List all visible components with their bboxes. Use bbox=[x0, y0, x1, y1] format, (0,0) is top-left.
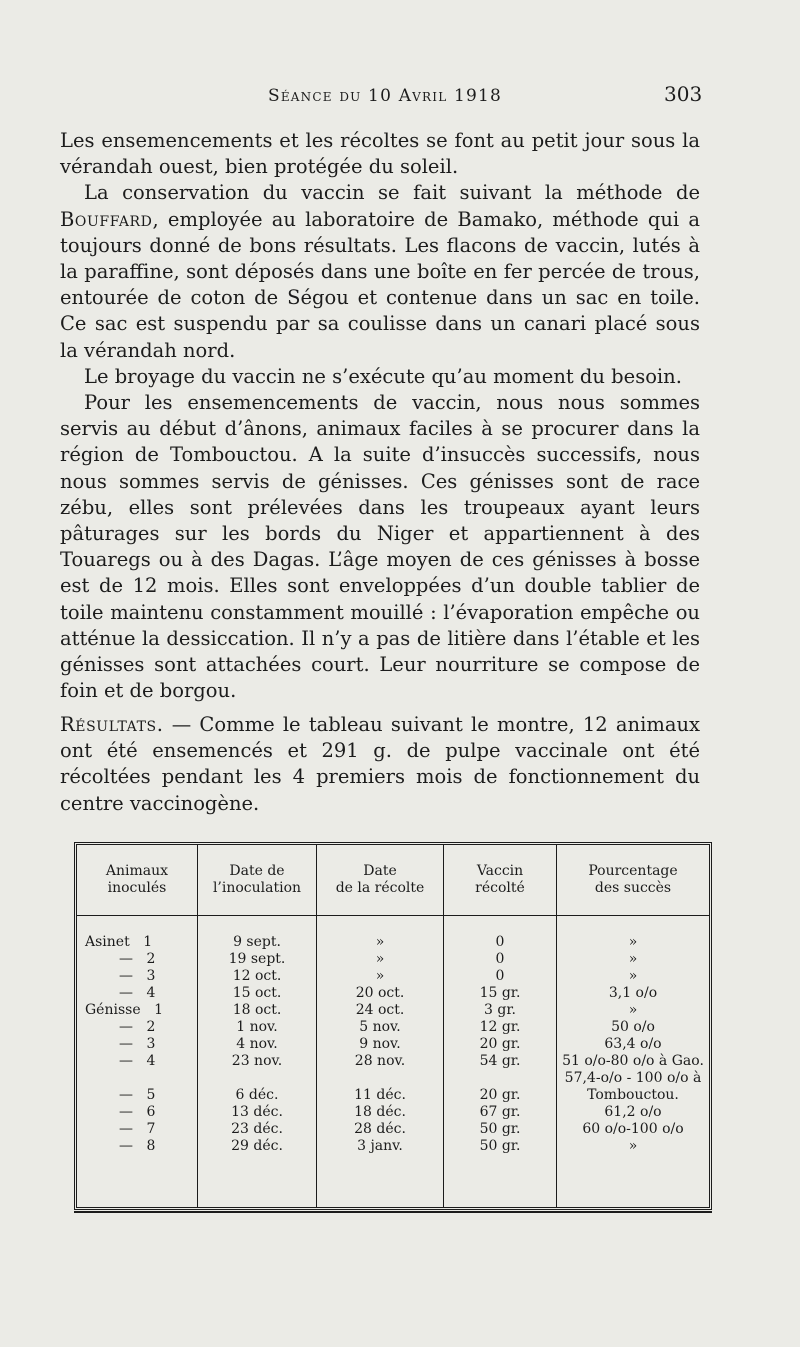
header-success-line2: des succès bbox=[594, 880, 672, 896]
animal-cell bbox=[81, 985, 193, 1002]
animal-name: — bbox=[119, 1053, 133, 1069]
animal-name: — bbox=[119, 1036, 133, 1052]
animal-name: — bbox=[119, 1087, 133, 1103]
animal-cell bbox=[81, 1036, 193, 1053]
vaccine-amount-cell: 3 gr. bbox=[484, 1002, 516, 1018]
header-vaccine-line1: Vaccin bbox=[476, 863, 524, 879]
animal-name: — bbox=[119, 1104, 133, 1120]
animal-name: — bbox=[119, 985, 133, 1001]
animal-cell bbox=[81, 968, 193, 985]
author-name: Bouffard bbox=[60, 207, 153, 231]
paragraph-conservation bbox=[60, 180, 700, 363]
animal-number: 5 bbox=[146, 1087, 156, 1103]
animal-cell bbox=[81, 1104, 193, 1121]
paragraph-conservation-rest: , employée au laboratoire de Bamako, méthode qui a toujours donné de bons résultats. Les flacons de vaccin, lutés à la paraffine, sont déposés dans une boîte en fer percée de trous, entourée de coton de Ségou et contenue dans un sac en toile. Ce sac est suspendu par sa coulisse dans un canari placé sous la vérandah nord. bbox=[60, 207, 700, 362]
inoculation-date-cell bbox=[202, 1070, 312, 1087]
inoculation-date-cell: 18 oct. bbox=[232, 1002, 282, 1018]
header-vaccine bbox=[444, 845, 557, 916]
harvest-date-cell: 20 oct. bbox=[355, 985, 405, 1001]
header-inoculation-line2: l’inoculation bbox=[212, 880, 302, 896]
inoculation-date-cell: 15 oct. bbox=[232, 985, 282, 1001]
animal-number: 4 bbox=[146, 1053, 156, 1069]
results-table bbox=[74, 842, 712, 1210]
column-success bbox=[557, 916, 710, 1208]
animal-cell bbox=[81, 1070, 193, 1087]
header-vaccine-line2: récolté bbox=[475, 880, 525, 896]
animal-number: 3 bbox=[146, 1036, 156, 1052]
header-inoculation bbox=[198, 845, 317, 916]
animal-name: — bbox=[119, 1121, 133, 1137]
success-rate-cell: 61,2 o/o bbox=[604, 1104, 662, 1120]
inoculation-date-cell: 23 déc. bbox=[231, 1121, 283, 1137]
animal-number: 7 bbox=[146, 1121, 156, 1137]
success-rate-cell: 51 o/o-80 o/o à Gao. bbox=[562, 1053, 704, 1069]
vaccine-amount-cell: 12 gr. bbox=[479, 1019, 521, 1035]
harvest-date-cell: » bbox=[375, 934, 385, 950]
animal-name: — bbox=[119, 1138, 133, 1154]
success-rate-cell: » bbox=[628, 934, 638, 950]
vaccine-amount-cell: 0 bbox=[495, 968, 505, 984]
inoculation-date-cell: 23 nov. bbox=[231, 1053, 283, 1069]
animal-cell bbox=[81, 934, 193, 951]
inoculation-date-cell: 12 oct. bbox=[232, 968, 282, 984]
animal-number: 6 bbox=[146, 1104, 156, 1120]
running-head: Séance du 10 Avril 1918 bbox=[268, 86, 503, 106]
animal-name: — bbox=[119, 968, 133, 984]
success-rate-cell: » bbox=[628, 951, 638, 967]
animal-number: 4 bbox=[146, 985, 156, 1001]
header-harvest-line2: de la récolte bbox=[335, 880, 425, 896]
column-animals bbox=[77, 916, 198, 1208]
results-text: — Comme le tableau suivant le montre, 12 animaux ont été ensemencés et 291 g. de pulpe vaccinale ont été récoltées pendant les 4 premiers mois de fonctionnement du centre vaccinogène. bbox=[60, 713, 700, 815]
vaccine-amount-cell: 20 gr. bbox=[479, 1087, 521, 1103]
header-animals-line1: Animaux bbox=[105, 863, 169, 879]
animal-cell bbox=[81, 1138, 193, 1155]
animal-cell bbox=[81, 951, 193, 968]
results-label: Résultats. bbox=[60, 713, 164, 736]
paragraph-ensemencements-vaccin: Pour les ensemencements de vaccin, nous nous sommes servis au début d’ânons, animaux faciles à se procurer dans la région de Tombouctou. A la suite d’insuccès successifs, nous nous sommes servis de génisses. Ces génisses sont de race zébu, elles sont prélevées dans les troupeaux ayant leurs pâturages sur les bords du Niger et appartiennent à des Touaregs ou à des Dagas. L’âge moyen de ces génisses à bosse est de 12 mois. Elles sont enveloppées d’un double tablier de toile maintenu constamment mouillé : l’évaporation empêche ou atténue la dessiccation. Il n’y a pas de litière dans l’étable et les génisses sont attachées court. Leur nourriture se compose de foin et de borgou. bbox=[60, 391, 700, 703]
vaccine-amount-cell: 20 gr. bbox=[479, 1036, 521, 1052]
harvest-date-cell: 18 déc. bbox=[354, 1104, 406, 1120]
success-rate-cell: » bbox=[628, 1138, 638, 1154]
paragraph-broyage: Le broyage du vaccin ne s’exécute qu’au moment du besoin. bbox=[84, 364, 682, 388]
success-rate-cell: 57,4-o/o - 100 o/o à bbox=[564, 1070, 702, 1086]
success-rate-cell: 63,4 o/o bbox=[604, 1036, 662, 1052]
vaccine-amount-cell: 67 gr. bbox=[479, 1104, 521, 1120]
inoculation-date-cell: 4 nov. bbox=[236, 1036, 278, 1052]
success-rate-cell: 3,1 o/o bbox=[608, 985, 658, 1001]
animal-number: 2 bbox=[146, 1019, 156, 1035]
animal-cell bbox=[81, 1121, 193, 1138]
vaccine-amount-cell: 15 gr. bbox=[479, 985, 521, 1001]
header-animals-line2: inoculés bbox=[107, 880, 167, 896]
page-number: 303 bbox=[664, 82, 703, 106]
body-text bbox=[60, 128, 700, 704]
header-success bbox=[557, 845, 710, 916]
vaccine-amount-cell: 0 bbox=[495, 951, 505, 967]
inoculation-date-cell: 1 nov. bbox=[236, 1019, 278, 1035]
animal-name: Asinet bbox=[85, 934, 130, 950]
harvest-date-cell: 11 déc. bbox=[354, 1087, 406, 1103]
inoculation-date-cell: 13 déc. bbox=[231, 1104, 283, 1120]
harvest-date-cell: 28 nov. bbox=[354, 1053, 406, 1069]
vaccine-amount-cell bbox=[448, 1070, 552, 1087]
inoculation-date-cell: 29 déc. bbox=[231, 1138, 283, 1154]
animal-name: — bbox=[119, 951, 133, 967]
success-rate-cell: 60 o/o-100 o/o bbox=[582, 1121, 684, 1137]
animal-number: 8 bbox=[146, 1138, 156, 1154]
header-inoculation-line1: Date de bbox=[229, 863, 285, 879]
animal-number: 1 bbox=[143, 934, 153, 950]
animal-name: — bbox=[119, 1019, 133, 1035]
header-animals bbox=[77, 845, 198, 916]
success-rate-cell: » bbox=[628, 968, 638, 984]
results-paragraph bbox=[60, 712, 700, 817]
header-success-line1: Pourcentage bbox=[588, 863, 678, 879]
inoculation-date-cell: 19 sept. bbox=[228, 951, 286, 967]
vaccine-amount-cell: 50 gr. bbox=[479, 1138, 521, 1154]
animal-cell bbox=[81, 1087, 193, 1104]
harvest-date-cell: 5 nov. bbox=[359, 1019, 401, 1035]
paragraph-conservation-start: La conservation du vaccin se fait suivant la méthode de bbox=[84, 181, 700, 205]
harvest-date-cell bbox=[321, 1070, 439, 1087]
vaccine-amount-cell: 54 gr. bbox=[479, 1053, 521, 1069]
header-harvest bbox=[317, 845, 444, 916]
harvest-date-cell: » bbox=[375, 968, 385, 984]
vaccine-amount-cell: 50 gr. bbox=[479, 1121, 521, 1137]
inoculation-date-cell: 6 déc. bbox=[235, 1087, 279, 1103]
success-rate-cell: Tombouctou. bbox=[587, 1087, 679, 1103]
harvest-date-cell: » bbox=[375, 951, 385, 967]
paragraph-ensemencements: Les ensemencements et les récoltes se font au petit jour sous la vérandah ouest, bien protégée du soleil. bbox=[60, 129, 700, 179]
animal-number: 1 bbox=[154, 1002, 164, 1018]
animal-number: 3 bbox=[146, 968, 156, 984]
animal-cell bbox=[81, 1053, 193, 1070]
harvest-date-cell: 28 déc. bbox=[354, 1121, 406, 1137]
animal-number: 2 bbox=[146, 951, 156, 967]
page-header bbox=[0, 82, 800, 112]
harvest-date-cell: 3 janv. bbox=[357, 1138, 403, 1154]
column-vaccine bbox=[444, 916, 557, 1208]
animal-cell bbox=[81, 1002, 193, 1019]
harvest-date-cell: 24 oct. bbox=[355, 1002, 405, 1018]
header-harvest-line1: Date bbox=[363, 863, 397, 879]
column-harvest bbox=[317, 916, 444, 1208]
harvest-date-cell: 9 nov. bbox=[359, 1036, 401, 1052]
success-rate-cell: » bbox=[628, 1002, 638, 1018]
inoculation-date-cell: 9 sept. bbox=[233, 934, 281, 950]
vaccine-amount-cell: 0 bbox=[495, 934, 505, 950]
animal-name: Génisse bbox=[85, 1002, 141, 1018]
column-inoculation bbox=[198, 916, 317, 1208]
animal-cell bbox=[81, 1019, 193, 1036]
success-rate-cell: 50 o/o bbox=[611, 1019, 655, 1035]
